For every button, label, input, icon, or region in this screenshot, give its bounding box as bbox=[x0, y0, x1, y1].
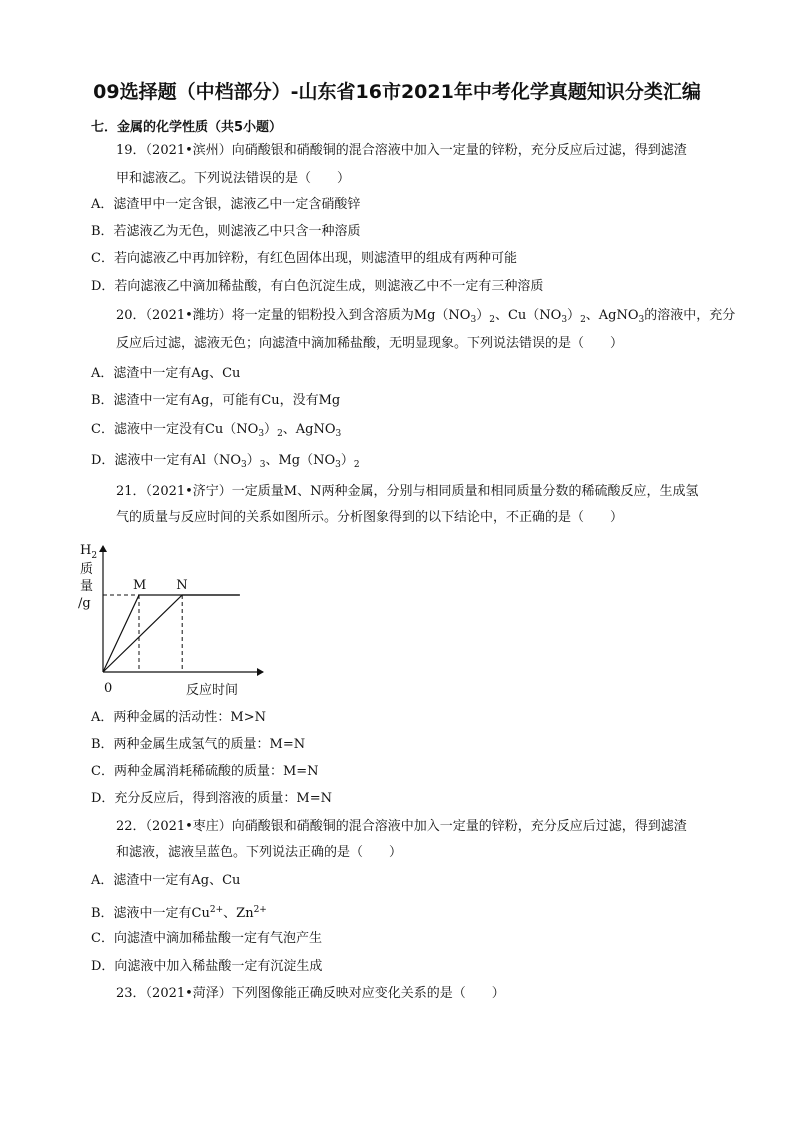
origin-label: 0 bbox=[104, 681, 113, 696]
y-axis-label-3: /g bbox=[78, 596, 91, 611]
hydrogen-mass-chart bbox=[70, 538, 270, 700]
x-axis-label: 反应时间 bbox=[186, 683, 239, 698]
chart-plot-area bbox=[103, 578, 240, 672]
series-label-n: N bbox=[176, 578, 188, 593]
y-axis-label-2: 量 bbox=[80, 579, 94, 594]
q20-stem-line2: 反应后过滤，滤液无色；向滤渣中滴加稀盐酸，无明显现象。下列说法错误的是（ ） bbox=[116, 336, 624, 351]
series-line-m bbox=[103, 595, 240, 672]
q22-stem-line1: 22．（2021•枣庄）向硝酸银和硝酸铜的混合溶液中加入一定量的锌粉，充分反应后过滤，得到滤渣 bbox=[116, 819, 687, 834]
y-axis-label-1: 质 bbox=[80, 562, 94, 577]
q22-stem-line2: 和滤液，滤液呈蓝色。下列说法正确的是（ ） bbox=[116, 845, 403, 860]
q20-stem-line1: 20．（2021•潍坊）将一定量的铝粉投入到含溶质为$Mg(NO_3)_2$、$Cu(NO_3)_2$、AgNO$_3$的溶液中，充分 bbox=[116, 308, 736, 325]
page-title: 09选择题（中档部分）-山东省16市2021年中考化学真题知识分类汇编 bbox=[93, 81, 701, 103]
q19-option-a: A．滤渣甲中一定含银，滤液乙中一定含硝酸锌 bbox=[91, 197, 361, 212]
q20-option-a: A．滤渣中一定有Ag、Cu bbox=[91, 366, 241, 381]
y-axis-label-h: $H_2$ bbox=[80, 543, 98, 561]
q22-option-b: B．滤液中一定有$Cu^{2+}$、$Zn^{2+}$ bbox=[91, 905, 267, 921]
q21-stem-line2: 气的质量与反应时间的关系如图所示。分析图象得到的以下结论中，不正确的是（ ） bbox=[116, 510, 624, 525]
q20-option-c: C．滤液中一定没有$Cu(NO_3)_2$、AgNO$_3$ bbox=[91, 422, 342, 439]
q23-stem-line1: 23．（2021•菏泽）下列图像能正确反映对应变化关系的是（ ） bbox=[116, 986, 505, 1001]
q21-option-d: D．充分反应后，得到溶液的质量：M=N bbox=[91, 791, 333, 806]
q19-stem-line2: 甲和滤液乙。下列说法错误的是（ ） bbox=[116, 171, 351, 186]
q21-option-c: C．两种金属消耗稀硫酸的质量：M=N bbox=[91, 764, 319, 779]
q22-option-d: D．向滤液中加入稀盐酸一定有沉淀生成 bbox=[91, 959, 323, 974]
series-line-n bbox=[103, 595, 240, 672]
q20-option-b: B．滤渣中一定有Ag，可能有Cu，没有Mg bbox=[91, 393, 341, 408]
q19-option-b: B．若滤液乙为无色，则滤液乙中只含一种溶质 bbox=[91, 224, 361, 239]
q21-option-b: B．两种金属生成氢气的质量：M=N bbox=[91, 737, 306, 752]
q21-option-a: A．两种金属的活动性：M>N bbox=[91, 710, 266, 725]
q19-option-c: C．若向滤液乙中再加锌粉，有红色固体出现，则滤渣甲的组成有两种可能 bbox=[91, 251, 517, 266]
q21-stem-line1: 21．（2021•济宁）一定质量M、N两种金属，分别与相同质量和相同质量分数的稀硫酸反应，生成氢 bbox=[116, 484, 699, 499]
q20-option-d: D．滤液中一定有$Al(NO_3)_3$、$Mg(NO_3)_2$ bbox=[91, 453, 360, 470]
q19-stem-line1: 19．（2021•滨州）向硝酸银和硝酸铜的混合溶液中加入一定量的锌粉，充分反应后过滤，得到滤渣 bbox=[116, 143, 687, 158]
section-heading: 七．金属的化学性质（共5小题） bbox=[91, 120, 283, 135]
q22-option-a: A．滤渣中一定有Ag、Cu bbox=[91, 873, 241, 888]
q19-option-d: D．若向滤液乙中滴加稀盐酸，有白色沉淀生成，则滤液乙中不一定有三种溶质 bbox=[91, 279, 544, 294]
q22-option-c: C．向滤渣中滴加稀盐酸一定有气泡产生 bbox=[91, 931, 322, 946]
series-label-m: M bbox=[133, 578, 147, 593]
